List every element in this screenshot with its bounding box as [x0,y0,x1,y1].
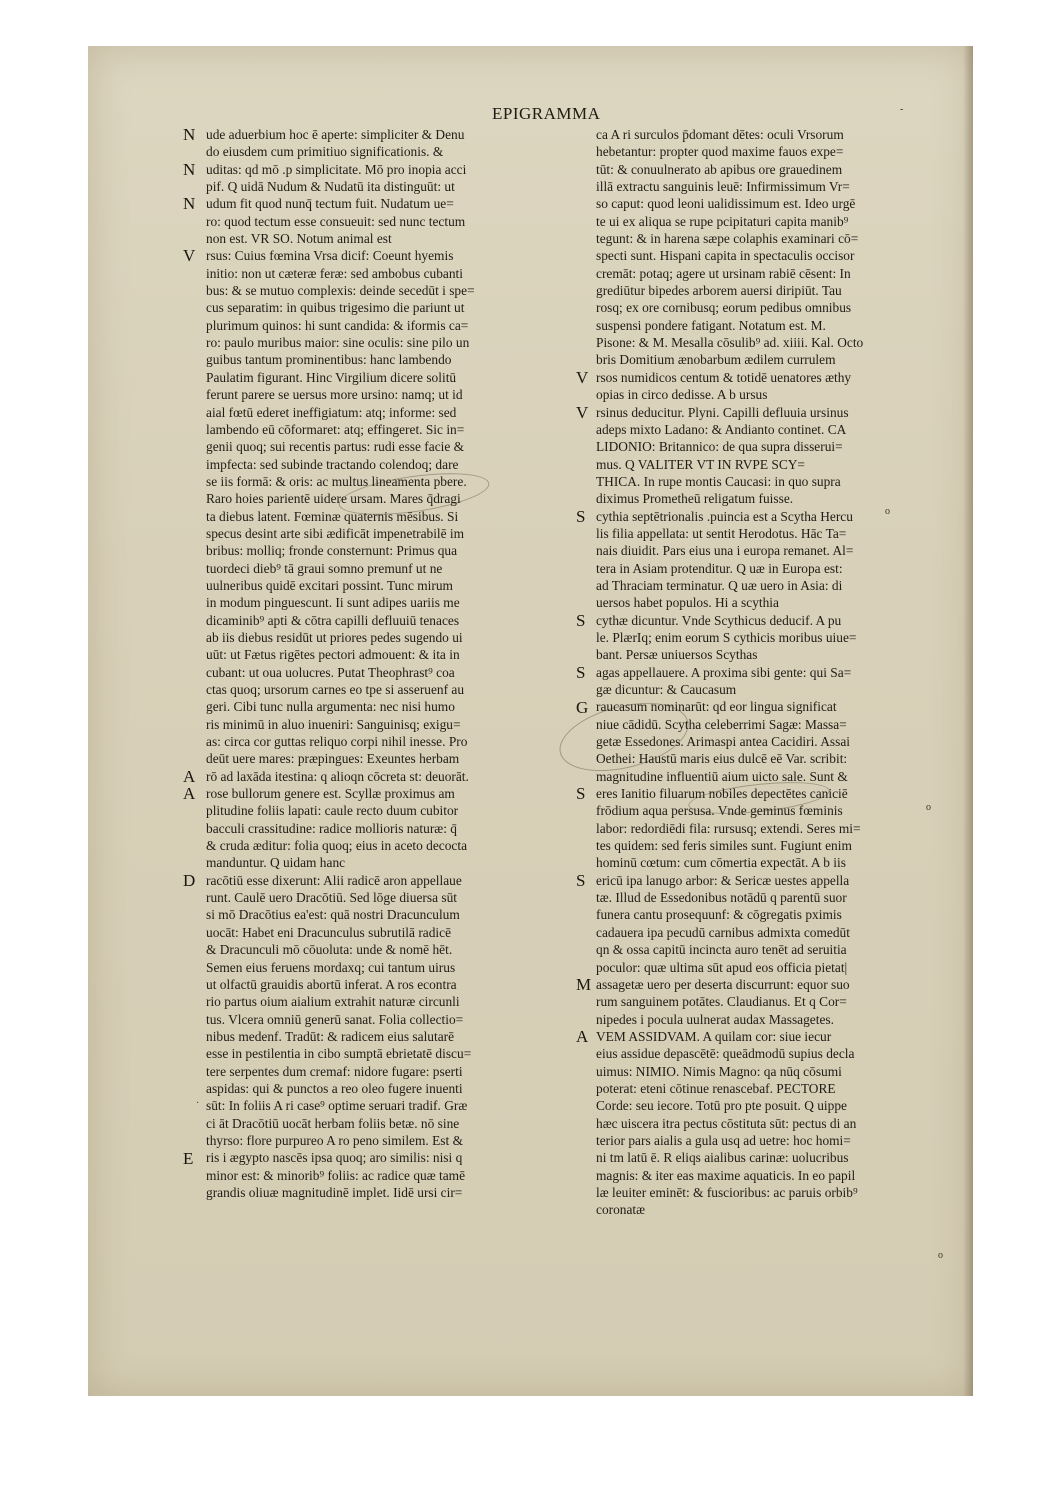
page-edge-shadow [963,46,973,1396]
margin-mark: o [926,802,931,813]
text-line: Pisone: & M. Mesalla cōsulib⁹ ad. xiiii. Kal. Octo [596,335,864,351]
text-line: ci āt Dracōtiū uocāt herbam foliis betæ. nō sine [206,1115,460,1131]
initial-letter: A [183,766,196,786]
text-line: uimus: NIMIO. Nimis Magno: qa nūq cōsumi [596,1063,842,1079]
text-line: nais diuidit. Pars eius una i europa remanet. Al= [596,543,854,559]
text-line: ctas quoq; ursorum carnes eo tpe si asseruenf au [206,682,465,697]
text-line: ad Thraciam terminatur. Q uæ uero in Asia: di [596,577,843,593]
text-line: Raro hoies parientē uidere ursam. Mares q̄dragi [206,491,461,507]
text-line: rsos numidicos centum & totidē uenatores æthy [596,369,852,385]
text-line: tes quidem: sed feris similes sunt. Fugiunt enim [596,838,852,854]
text-line: ta diebus latent. Fœminæ quaternis mēsibus. Si [206,508,459,524]
text-line: tere serpentes dum cremaf: nidore fugare: pserti [206,1063,463,1079]
text-line: bribus: molliq; fronde consternunt: Primus qua [206,543,458,559]
text-line: sūt: In foliis A ri case⁹ optime seruari tradif. Græ [206,1098,468,1114]
text-line: rsinus deducitur. Plyni. Capilli defluuia ursinus [596,404,849,420]
text-line: plurimum quinos: hi sunt candida: & iformis ca= [206,317,469,333]
text-line: rose bullorum genere est. Scyllæ proximus am [206,786,455,802]
text-line: nibus medenf. Tradūt: & radicem eius salutarē [206,1028,455,1044]
text-line: tæ. Illud de Essedonibus notādū q parentū suor [596,890,847,906]
text-line: initio: non ut cæteræ feræ: sed ambobus cubanti [206,265,463,281]
text-line: niue cādidū. Scytha celeberrimi Sagæ: Massa= [596,716,847,732]
margin-mark: · [196,1098,200,1109]
text-line: Semen eius feruens mordaxq; cui tantum uirus [206,959,456,975]
initial-letter: A [576,1027,589,1047]
text-line: do eiusdem cum primitiuo significationis. & [206,144,444,160]
text-line: thyrso: flore purpureo A ro peno similem. Est & [206,1132,463,1148]
text-line: plitudine foliis lapati: caule recto duum cubitor [206,803,459,819]
text-line: tuordeci dieb⁹ tā graui somno premunf ut ne [206,560,443,576]
running-header: EPIGRAMMA [492,104,601,123]
margin-mark: - [900,104,904,115]
text-line: so caput: quod leoni ualidissimum est. Ideo urgē [596,196,856,212]
text-line: ferunt parere se uersus more ursino: namq; ut id [206,387,463,403]
margin-mark: o [938,1250,943,1261]
text-line: frōdium aqua persusa. Vnde geminus fœminis [596,803,843,819]
text-line: Corde: seu iecore. Totū pro pte posuit. Q uippe [596,1098,847,1114]
text-line: aial fœtū ederet ineffigiatum: atq; informe: sed [206,404,457,420]
text-line: diximus Prometheū religatum fuisse. [596,491,794,507]
text-line: magnitudine influentiū aium uicto sale. Sunt & [596,768,848,784]
text-line: opias in circo dedisse. A b ursus [596,387,768,403]
text-line: se iis formā: & oris: ac multus lineamenta pbere. [206,473,467,489]
text-line: terior pars aialis a gula usq ad uetre: hoc homi= [596,1132,851,1148]
text-line: minor est: & minorib⁹ foliis: ac radice quæ tamē [206,1167,466,1183]
text-line: agas appellauere. A proxima sibi gente: qui Sa= [596,664,852,680]
text-line: tegunt: & in harena sæpe colaphis examinari cō= [596,231,859,247]
text-line: hominū cœtum: cum cōmertia expectāt. A b iis [596,855,846,871]
text-line: racōtiū esse dixerunt: Alii radicē aron appellaue [206,872,462,888]
text-line: uulneribus quidē excitari possint. Tunc mirum [206,577,453,593]
text-line: Oethei: Haustū maris eius dulcē eē Var. scribit: [596,751,848,767]
text-line: læ leuiter eminēt: & fuscioribus: ac paruis orbib⁹ [596,1184,858,1200]
initial-letter: G [576,697,589,717]
initial-letter: N [183,159,196,179]
text-line: ca A ri surculos p̄domant dētes: oculi Vrsorum [596,127,844,142]
text-line: aspidas: qui & punctos a reo oleo fugere inuenti [206,1080,463,1096]
text-line: hebetantur: propter quod maxime fauos expe= [596,144,844,160]
text-line: ris minimū in aluo inueniri: Sanguinisq; exigu= [206,716,461,732]
text-line: eres Ianitio filuarum nobiles depectētes caniciē [596,786,848,802]
text-line: manduntur. Q uidam hanc [206,855,346,871]
initial-letter: D [183,871,196,891]
text-line: impfecta: sed subinde tractando colendoq; dare [206,456,459,472]
text-line: ude aduerbium hoc ē aperte: simpliciter & Denu [206,127,465,142]
initial-letter: S [576,662,586,682]
text-line: nipedes i pocula uulnerat audax Massagetes. [596,1011,834,1027]
text-line: specus desint arte sibi ædificāt impenetrabilē im [206,525,465,541]
text-line: & cruda æditur: folia quoq; eius in aceto decocta [206,838,468,854]
text-line: rio partus oium aialium extrahit naturæ circunli [206,994,460,1010]
text-line: qn & ossa capitū incincta auro tenēt ad seruitia [596,942,847,958]
text-line: ni tm latū ē. R eliqs aialibus carinæ: uolucribus [596,1150,849,1166]
text-line: bris Domitium ænobarbum ædilem currulem [596,352,836,368]
left-text-column [183,125,566,1201]
text-line: poculor: quæ ultima sūt apud eos officia pietat| [596,959,848,975]
text-line: gæ dicuntur: & Caucasum [596,682,737,697]
text-line: udum fit quod nunq̄ tectum fuit. Nudatum ue= [206,196,454,212]
text-line: ro: quod tectum esse consueuit: sed nunc tectum [206,213,466,229]
text-line: poterat: eteni cōtinue renascebaf. PECTORE [596,1080,836,1096]
text-line: ris i ægypto nascēs ipsa quoq; aro similis: nisi q [206,1150,463,1166]
text-line: le. PlærIq; enim eorum S cythicis moribus uiue= [596,629,857,645]
text-line: bant. Persæ uniuersos Scythas [596,647,758,663]
book-page [88,46,973,1396]
text-line: cus separatim: in quibus trigesimo die pariunt ut [206,300,465,316]
text-line: THICA. In rupe montis Caucasi: in quo supra [596,473,841,489]
initial-letter: N [183,125,196,144]
text-line: esse in pestilentia in cibo sumptā ebrietatē discu= [206,1046,472,1062]
text-line: eius assidue depascētē: queādmodū supius decla [596,1046,855,1062]
text-line: runt. Caulē uero Dracōtiū. Sed lōge diuersa sūt [206,890,458,906]
text-line: si mō Dracōtius ea'est: quā nostri Dracunculum [206,907,460,923]
text-line: non est. VR SO. Notum animal est [206,231,392,247]
text-line: specti sunt. Hispani capita in spectaculis occisor [596,248,855,264]
initial-letter: S [576,871,586,891]
text-line: uditas: qd mō .p simplicitate. Mō pro inopia acci [206,161,467,177]
initial-letter: M [576,975,592,995]
text-line: cythia septētrionalis .puincia est a Scytha Hercu [596,508,853,524]
text-line: as: circa cor guttas reliquo corpi nihil inesse. Pro [206,734,468,750]
text-line: coronatæ [596,1202,646,1218]
text-line: adeps mixto Ladano: & Andianto continet. CA [596,421,847,437]
text-line: Paulatim figurant. Hinc Virgilium dicere solitū [206,369,457,385]
text-line: ab iis diebus residūt ut priores pedes sugendo ui [206,629,463,645]
text-line: tera in Asiam protenditur. Q uæ in Europa est: [596,560,843,576]
initial-letter: E [183,1148,194,1168]
initial-letter: V [576,367,589,387]
text-line: dicaminib⁹ apti & cōtra capilli defluuiū tenaces [206,612,460,628]
text-line: guibus tantum prominentibus: hanc lambendo [206,352,452,368]
text-line: lambendo eū cōformaret: atq; effingeret. Sic in= [206,421,465,437]
text-line: funera cantu prosequunf: & cōgregatis pximis [596,907,842,923]
text-line: hæc uiscera itra pectus cōstituta sūt: pectus di an [596,1115,857,1131]
text-line: uūt: ut Fætus rigētes pectori admouent: & ita in [206,647,460,663]
initial-letter: A [183,784,196,804]
text-line: rō ad laxāda itestina: q alioqn cōcreta st: deuorāt. [206,768,469,784]
text-line: deūt uere mares: præpingues: Exeuntes herbam [206,751,460,767]
text-line: geri. Cibi tunc nulla argumenta: nec nisi humo [206,699,455,715]
text-line: ut olfactū grauidis abortū inferat. A ros econtra [206,976,457,992]
text-line: cubant: ut oua uolucres. Putat Theophrast⁹ coa [206,664,455,680]
text-line: rum sanguinem potātes. Claudianus. Et q Cor= [596,994,847,1010]
text-line: labor: redordiēdi fila: rursusq; extendi. Seres mi= [596,820,861,836]
text-line: VEM ASSIDVAM. A quilam cor: siue iecur [596,1028,832,1044]
initial-letter: S [576,610,586,630]
text-line: cremāt: potaq; agere ut ursinam rabiē cēsent: In [596,265,851,281]
text-line: LIDONIO: Britannico: de qua supra disserui= [596,439,843,455]
text-line: suspensi pondere fatigant. Notatum est. M. [596,317,826,333]
text-line: raucasum nominarūt: qd eor lingua significat [596,699,837,715]
initial-letter: N [183,194,196,214]
text-line: grediūtur bipedes arborem auersi diripiūt. Tau [596,283,842,299]
text-line: & Dracunculi mō cōuoluta: unde & nomē hēt. [206,942,453,958]
text-line: rosq; ex ore cornibusq; eorum pedibus omnibus [596,300,852,316]
text-line: lis filia appellata: ut sentit Herodotus. Hāc Ta= [596,525,847,541]
text-line: in modum pinguescunt. Ii sunt adipes uariis me [206,595,460,611]
text-line: tus. Vlcera omniū generū sanat. Folia collectio= [206,1011,464,1027]
initial-letter: V [183,246,196,266]
text-line: uersos habet populos. Hi a scythia [596,595,779,611]
text-line: tūt: & conuulnerato ab apibus ore grauedinem [596,161,843,177]
text-line: assagetæ uero per deserta discurrunt: equor suo [596,976,850,992]
text-line: bus: & se mutuo complexis: deinde secedūt i spe= [206,283,475,299]
initial-letter: S [576,506,586,526]
text-line: uocāt: Habet eni Dracunculus subrutilā radicē [206,924,452,940]
text-line: ro: paulo muribus maior: sine oculis: sine pilo un [206,335,470,351]
text-line: getæ Essedones. Arimaspi antea Cacidiri. Assai [596,734,851,750]
text-line: grandis oliuæ magnitudinē implet. Iidē ursi cir= [206,1184,463,1200]
initial-letter: S [576,784,586,804]
text-line: cadauera ipa pecudū carnibus admixta comedūt [596,924,850,940]
text-line: ericū ipa lanugo arbor: & Sericæ uestes appella [596,872,850,888]
text-line: pif. Q uidā Nudum & Nudatū ita distinguūt: ut [206,179,455,195]
text-line: illā extractu sanguinis leuē: Infirmissimum Vr= [596,179,850,195]
margin-mark: o [885,506,890,517]
text-line: genii quoq; sui recentis partus: rudi esse facie & [206,439,465,455]
right-text-column [576,126,951,1219]
text-line: mus. Q VALITER VT IN RVPE SCY= [596,456,805,472]
text-line: cythæ dicuntur. Vnde Scythicus deducif. A pu [596,612,842,628]
initial-letter: V [576,402,589,422]
text-line: rsus: Cuius fœmina Vrsa dicif: Coeunt hyemis [206,248,454,264]
text-line: magnis: & iter eas maxime aquaticis. In eo papil [596,1167,856,1183]
text-line: te ui ex aliqua se rupe pcipitaturi capita manib⁹ [596,213,849,229]
text-line: bacculi crassitudine: radice mollioris naturæ: q̄ [206,820,458,836]
